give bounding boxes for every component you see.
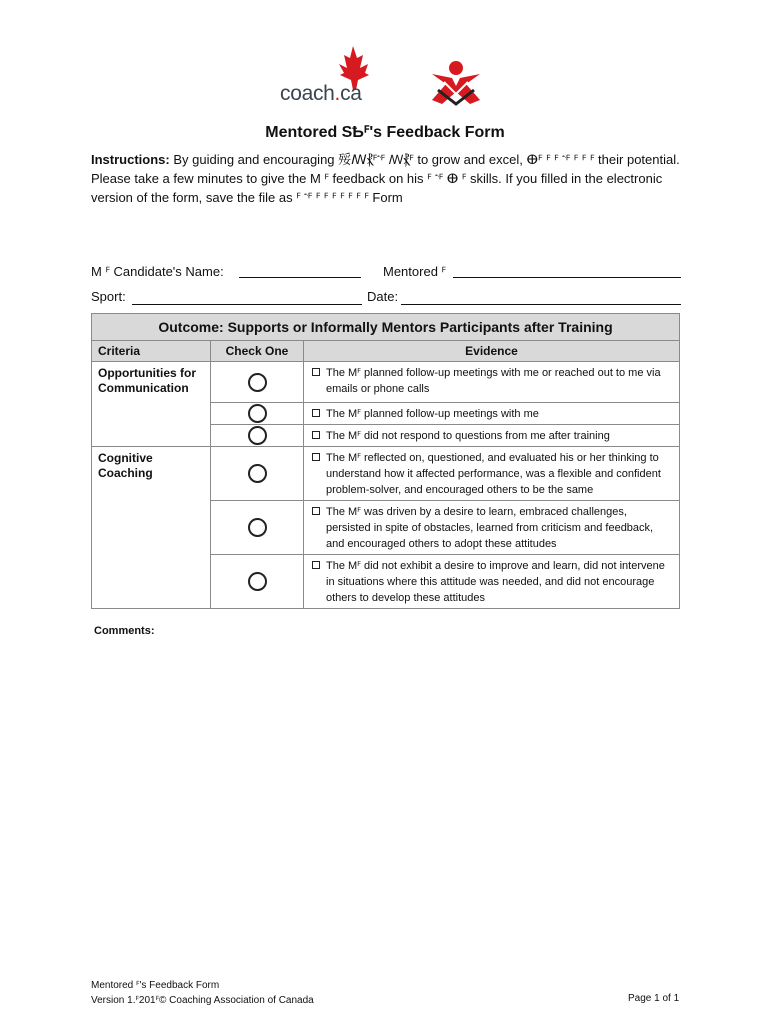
name-fields-row [91, 262, 681, 280]
candidate-name-label: M ꟳ Candidate's Name: [91, 264, 224, 279]
instructions [91, 150, 691, 207]
outcome-header-row [92, 314, 680, 341]
evidence-item: The Mꟳ was driven by a desire to learn, embraced challenges, persisted in spite of obstacles, learned from criticism and feedback, and encouraged others to adopt these attitudes [304, 501, 680, 555]
criteria-communication: Opportunities for Communication [92, 362, 211, 447]
footer-form-name: Mentored ꟳ's Feedback Form [91, 980, 220, 991]
radio-button-icon[interactable] [248, 404, 267, 423]
date-label: Date: [367, 289, 399, 304]
footer-version: Version 1.ꟳ201ꟳ© Coaching Association of Canada [91, 995, 314, 1006]
radio-button-icon[interactable] [248, 464, 267, 483]
coach-ca-wordmark: coach.ca [280, 82, 362, 105]
column-header-row [92, 341, 680, 362]
checkbox-icon [312, 368, 320, 376]
evidence-item: The Mꟳ planned follow-up meetings with me [304, 403, 680, 425]
evidence-item: The Mꟳ reflected on, questioned, and evaluated his or her thinking to understand how it affected performance, was a flexible and confident problem-solver, and encouraged others to be the same [304, 447, 680, 501]
table-row [92, 362, 680, 403]
checkbox-icon [312, 409, 320, 417]
mentored-label: Mentored ꟳ [383, 264, 447, 279]
sport-label: Sport: [91, 289, 126, 304]
sport-field[interactable] [132, 304, 362, 305]
criteria-cognitive-coaching: Cognitive Coaching [92, 447, 211, 609]
page-title: Mentored ЅҌꟳ's Feedback Form [265, 124, 505, 141]
check-cell [211, 403, 304, 425]
date-field[interactable] [401, 304, 681, 305]
check-cell [211, 425, 304, 447]
radio-button-icon[interactable] [248, 572, 267, 591]
checkbox-icon [312, 561, 320, 569]
cac-logo-icon [430, 60, 482, 106]
check-cell [211, 362, 304, 403]
instructions-text: By guiding and encouraging 㱣ꟿ⳩ꟳ⳿ꟳ ꟿ⳩ꟳ to grow and excel, ⴲꟳ ꟳ ꟳ ⳿ꟳ ꟳ ꟳ ꟳ their potential. Please take a few minutes to give the M ꟳ feedback on his ꟳ ⳿ꟳ ⴲ ꟳ skills. If you filled in the electronic version of the form, save the file as ꟳ ⳿ꟳ ꟳ ꟳ ꟳ ꟳ ꟳ ꟳ ꟳ Form [91, 152, 680, 205]
check-cell [211, 447, 304, 501]
radio-button-icon[interactable] [248, 426, 267, 445]
comments-label: Comments: [94, 625, 155, 637]
page-number: Page 1 of 1 [628, 993, 680, 1004]
coach-ca-logo [280, 46, 380, 108]
check-cell [211, 501, 304, 555]
checkbox-icon [312, 431, 320, 439]
sport-date-row [91, 289, 681, 307]
footer [91, 978, 314, 1008]
criteria-header: Criteria [92, 341, 211, 362]
mentored-name-field[interactable] [453, 277, 681, 278]
evidence-item: The Mꟳ did not respond to questions from me after training [304, 425, 680, 447]
check-one-header: Check One [211, 341, 304, 362]
candidate-name-field[interactable] [239, 277, 361, 278]
radio-button-icon[interactable] [248, 373, 267, 392]
evidence-header: Evidence [304, 341, 680, 362]
outcome-title: Outcome: Supports or Informally Mentors Participants after Training [92, 314, 680, 341]
instructions-label: Instructions: [91, 152, 170, 167]
radio-button-icon[interactable] [248, 518, 267, 537]
table-row [92, 447, 680, 501]
check-cell [211, 555, 304, 609]
outcome-table [91, 313, 680, 609]
evidence-item: The Mꟳ planned follow-up meetings with me or reached out to me via emails or phone calls [304, 362, 680, 403]
checkbox-icon [312, 453, 320, 461]
checkbox-icon [312, 507, 320, 515]
evidence-item: The Mꟳ did not exhibit a desire to improve and learn, did not intervene in situations where this attitude was needed, and did not encourage others to develop these attitudes [304, 555, 680, 609]
